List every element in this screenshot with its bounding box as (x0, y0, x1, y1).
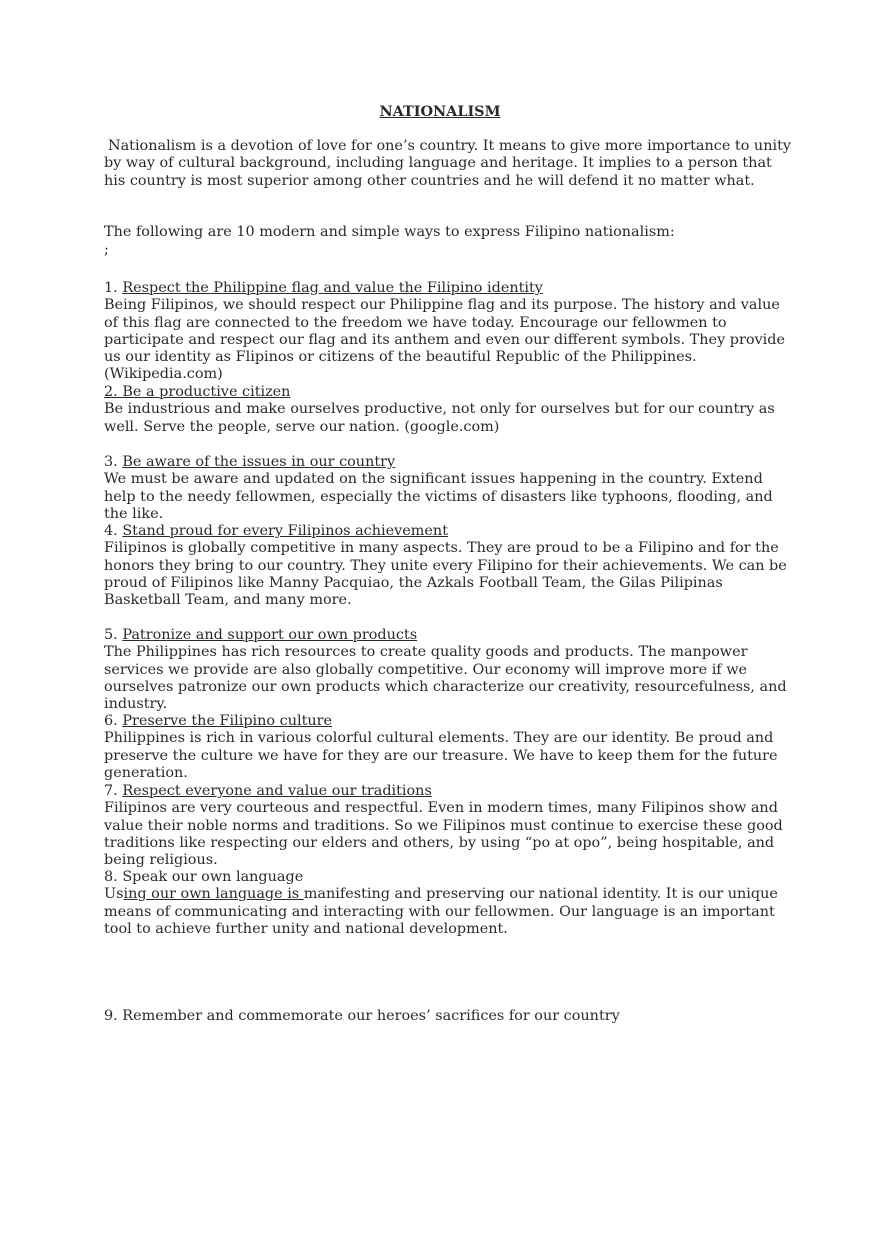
section-body (104, 886, 794, 938)
section-heading-text: Preserve the Filipino culture (122, 713, 333, 729)
page-title: NATIONALISM (379, 103, 501, 120)
section-body: The Philippines has rich resources to create quality goods and products. The manpower services we provide are also globally competitive. Our economy will improve more if we ourselves patronize our own products which characterize our creativity, resourcefulness, and industry. (104, 644, 787, 713)
section-body: Philippines is rich in various colorful cultural elements. They are our identity. Be proud and preserve the culture we have for they are our treasure. We have to keep them for the future generation. (104, 730, 778, 781)
intro-paragraph: Nationalism is a devotion of love for one’s country. It means to give more importance to unity by way of cultural background, including language and heritage. It implies to a person that his country is most superior among other countries and he will defend it no matter what. (104, 138, 791, 189)
section-number: 5. (104, 627, 123, 643)
section-heading (104, 454, 794, 471)
section-heading (104, 280, 794, 297)
section-heading-text: Respect the Philippine flag and value the Filipino identity (122, 280, 543, 296)
section-number: 6. (104, 713, 123, 729)
section-heading-text: Respect everyone and value our traditions (122, 783, 432, 799)
semicolon-line: ; (104, 242, 109, 258)
section-heading-text: Patronize and support our own products (122, 627, 418, 643)
section-heading (104, 384, 794, 401)
section-1 (104, 280, 794, 384)
section-heading (104, 713, 794, 730)
section-body-start: Us (104, 886, 124, 903)
section-heading (104, 627, 794, 644)
section-number: 7. (104, 783, 123, 799)
section-heading-text: Speak our own language (122, 869, 304, 885)
section-body-underlined: ing our own language is (123, 886, 304, 903)
section-heading (104, 523, 794, 540)
section-6 (104, 713, 794, 782)
section-body: We must be aware and updated on the significant issues happening in the country. Extend help to the needy fellowmen, especially the victims of disasters like typhoons, flooding, and the like. (104, 471, 773, 522)
section-body-rest: manifesting and preserving our national identity. It is our unique means of communicating and interacting with our fellowmen. Our language is an important tool to achieve further unity and national development. (104, 886, 778, 937)
section-number: 3. (104, 454, 123, 470)
section-body: Filipinos is globally competitive in many aspects. They are proud to be a Filipino and for the honors they bring to our country. They unite every Filipino for their achievements. We can be proud of Filipinos like Manny Pacquiao, the Azkals Football Team, the Gilas Pilipinas Basketball Team, and many more. (104, 540, 787, 609)
section-number: 4. (104, 523, 123, 539)
section-4 (104, 523, 794, 609)
section-8 (104, 869, 794, 938)
section-heading-text: Be a productive citizen (122, 384, 291, 400)
section-body: Be industrious and make ourselves productive, not only for ourselves but for our country as well. Serve the people, serve our nation. (google.com) (104, 401, 775, 435)
lead-sentence: The following are 10 modern and simple ways to express Filipino nationalism: (104, 224, 675, 240)
section-2 (104, 384, 794, 436)
section-number: 2. (104, 384, 123, 400)
section-heading-text: Be aware of the issues in our country (122, 454, 396, 470)
section-heading-text: Stand proud for every Filipinos achievement (122, 523, 448, 539)
section-heading-text: 9. Remember and commemorate our heroes’ sacrifices for our country (104, 1008, 620, 1024)
section-heading (104, 869, 794, 886)
section-5 (104, 627, 794, 713)
section-7 (104, 783, 794, 869)
section-number: 8. (104, 869, 123, 885)
section-number: 1. (104, 280, 123, 296)
section-heading (104, 783, 794, 800)
section-body: Filipinos are very courteous and respectful. Even in modern times, many Filipinos show and value their noble norms and traditions. So we Filipinos must continue to exercise these good traditions like respecting our elders and others, by using “po at opo”, being hospitable, and being religious. (104, 800, 783, 869)
section-3 (104, 454, 794, 523)
section-9 (104, 1008, 794, 1025)
section-body: Being Filipinos, we should respect our Philippine flag and its purpose. The history and value of this flag are connected to the freedom we have today. Encourage our fellowmen to participate and respect our flag and its anthem and even our different symbols. They provide us our identity as Flipinos or citizens of the beautiful Republic of the Philippines. (Wikipedia.com) (104, 297, 785, 383)
